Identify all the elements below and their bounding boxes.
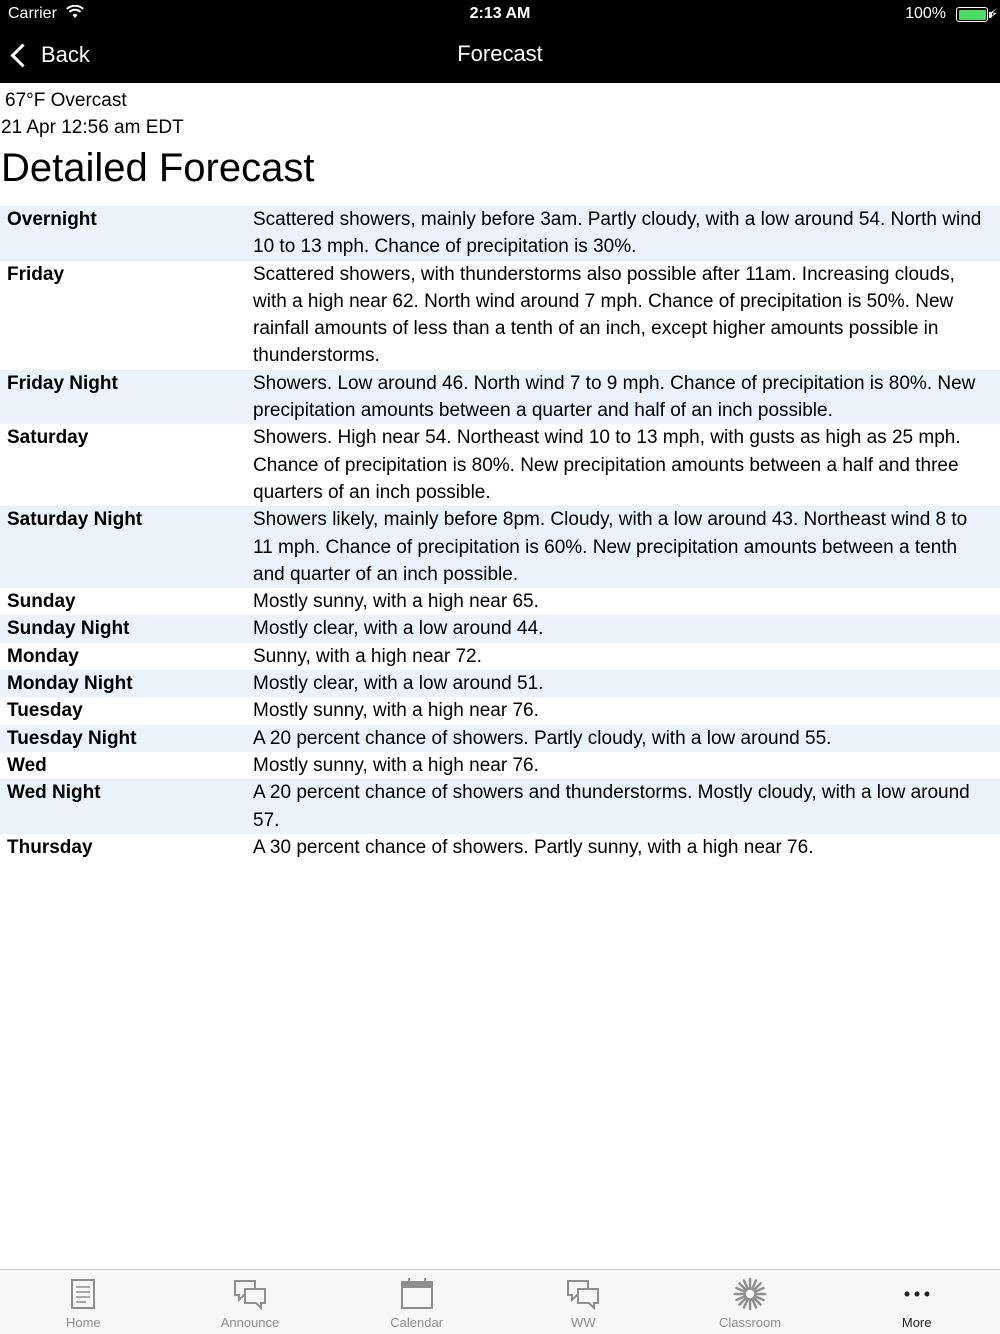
tab-label: Home [65,1315,101,1330]
forecast-row [0,506,1000,588]
forecast-row [0,615,1000,642]
forecast-row [0,261,1000,370]
classroom-icon [732,1276,768,1312]
forecast-row [0,670,1000,697]
forecast-description: Showers. High near 54. Northeast wind 10 to 13 mph, with gusts as high as 25 mph. Chance of precipitation is 80%. New precipitation amounts between a half and three quarters of an inch possible. [253,427,961,503]
forecast-period: Wed [7,754,47,776]
forecast-description: Scattered showers, mainly before 3am. Partly cloudy, with a low around 54. North wind 10 to 13 mph. Chance of precipitation is 30%. [253,209,982,258]
forecast-row [0,588,1000,615]
forecast-period: Sunday [7,591,76,613]
back-button-label: Back [41,42,90,67]
forecast-row [0,725,1000,752]
observation-timestamp: 21 Apr 12:56 am EDT [1,117,184,138]
forecast-row [0,206,1000,261]
forecast-description: A 20 percent chance of showers. Partly cloudy, with a low around 55. [253,727,832,749]
tab-calendar[interactable] [333,1270,500,1334]
more-icon [899,1276,935,1312]
tab-home[interactable] [0,1270,167,1334]
battery-icon [956,7,988,22]
forecast-period: Friday Night [7,372,118,394]
forecast-row [0,834,1000,861]
forecast-description: Mostly clear, with a low around 44. [253,618,544,640]
forecast-description: Mostly clear, with a low around 51. [253,673,544,695]
forecast-description: Scattered showers, with thunderstorms also possible after 11am. Increasing clouds, with a high near 62. North wind around 7 mph. Chance of precipitation is 50%. New rainfall amounts of less than a tenth of an inch, except higher amounts possible in thunderstorms. [253,263,955,367]
tab-classroom[interactable] [667,1270,834,1334]
forecast-period: Tuesday [7,700,83,722]
chat-icon [565,1276,601,1312]
tab-bar [0,1269,1000,1334]
forecast-period: Tuesday Night [7,727,137,749]
top-bar [0,0,1000,83]
forecast-period: Saturday Night [7,509,143,531]
forecast-row [0,424,1000,506]
forecast-content [0,83,1000,861]
tab-announce[interactable] [167,1270,334,1334]
tab-label: WW [571,1315,596,1330]
status-bar [0,0,1000,28]
forecast-period: Wed Night [7,782,101,804]
tab-label: Announce [220,1315,280,1330]
tab-label: Calendar [390,1315,444,1330]
forecast-table [0,206,1000,861]
current-conditions: 67°F Overcast [5,90,127,111]
forecast-row [0,370,1000,425]
forecast-period: Monday [7,645,79,667]
forecast-period: Friday [7,263,65,285]
carrier-label: Carrier [8,5,57,22]
charging-bolt-icon: ⚡ [988,6,998,21]
forecast-description: Mostly sunny, with a high near 65. [253,591,539,613]
detailed-forecast-heading: Detailed Forecast [1,146,315,190]
tab-label: Classroom [718,1315,782,1330]
forecast-period: Sunday Night [7,618,130,640]
forecast-period: Overnight [7,209,97,230]
tab-label: More [901,1315,932,1330]
forecast-description: Mostly sunny, with a high near 76. [253,700,539,722]
navigation-bar [0,28,1000,83]
forecast-description: Mostly sunny, with a high near 76. [253,754,539,776]
forecast-description: Showers. Low around 46. North wind 7 to 9 mph. Chance of precipitation is 80%. New precipitation amounts between a quarter and half of an inch possible. [253,372,976,422]
forecast-row [0,697,1000,724]
forecast-row [0,779,1000,834]
tab-ww[interactable] [500,1270,667,1334]
forecast-description: Sunny, with a high near 72. [253,645,482,667]
page-title: Forecast [457,41,543,66]
status-time: 2:13 AM [469,5,531,22]
forecast-period: Thursday [7,836,93,858]
forecast-description: Showers likely, mainly before 8pm. Cloudy, with a low around 43. Northeast wind 8 to 11 mph. Chance of precipitation is 60%. New precipitation amounts between a tenth and quarter of an inch possible. [253,509,968,585]
announce-icon [232,1276,268,1312]
forecast-row [0,752,1000,779]
calendar-icon [399,1276,435,1312]
forecast-period: Saturday [7,427,89,449]
battery-percentage: 100% [905,5,946,22]
forecast-description: A 30 percent chance of showers. Partly sunny, with a high near 76. [253,836,814,858]
forecast-row [0,643,1000,670]
forecast-period: Monday Night [7,673,133,695]
home-icon [65,1276,101,1312]
tab-more[interactable] [833,1270,1000,1334]
forecast-description: A 20 percent chance of showers and thunderstorms. Mostly cloudy, with a low around 57. [253,782,970,831]
